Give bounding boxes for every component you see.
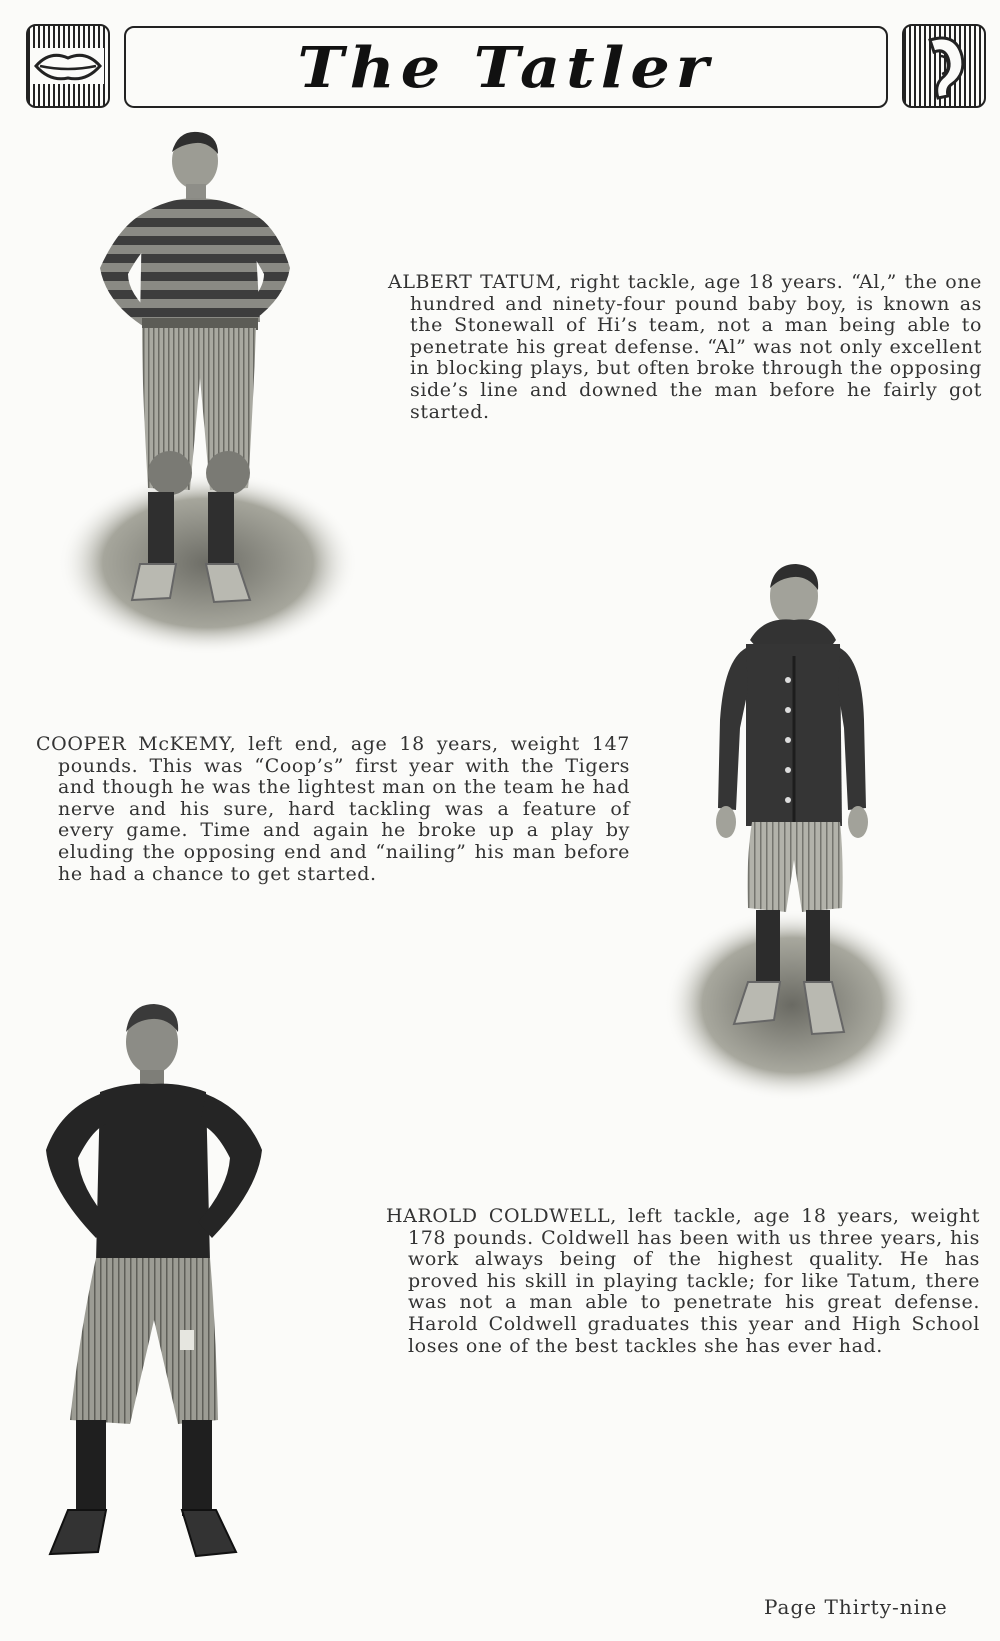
bio-harold-coldwell: HAROLD COLDWELL, left tackle, age 18 years, weight 178 pounds. Coldwell has been with us three years, his work always being of the highest quality. He has proved his skill in playing tackle; for like Tatum, there was not a man able to penetrate his great defense. Harold Coldwell graduates this year and High School loses one of the best tackles she has ever had. [386, 1205, 980, 1357]
page-number: Page Thirty-nine [764, 1595, 948, 1619]
masthead [0, 0, 1000, 120]
page-title: The Tatler [297, 34, 715, 100]
player-photo-cardigan [664, 560, 932, 1120]
ear-emblem-icon [902, 24, 986, 108]
bio-albert-tatum: ALBERT TATUM, right tackle, age 18 years. “Al,” the one hundred and ninety-four pound baby boy, is known as the Stonewall of Hi’s team, not a man being able to penetrate his great defense. “Al” was not only excellent in blocking plays, but often broke through the opposing side’s line and downed the man before he fairly got started. [388, 271, 982, 423]
player-photo-striped-jersey [58, 128, 368, 658]
lips-emblem-icon [26, 24, 110, 108]
bio-cooper-mckemy: COOPER McKEMY, left end, age 18 years, weight 147 pounds. This was “Coop’s” first year with the Tigers and though he was the lightest man on the team he had nerve and his sure, hard tackling was a feature of every game. Time and again he broke up a play by eluding the opposing end and “nailing” his man before he had a chance to get started. [36, 733, 630, 885]
title-banner [124, 26, 888, 108]
player-photo-dark-sweater [40, 1000, 280, 1580]
